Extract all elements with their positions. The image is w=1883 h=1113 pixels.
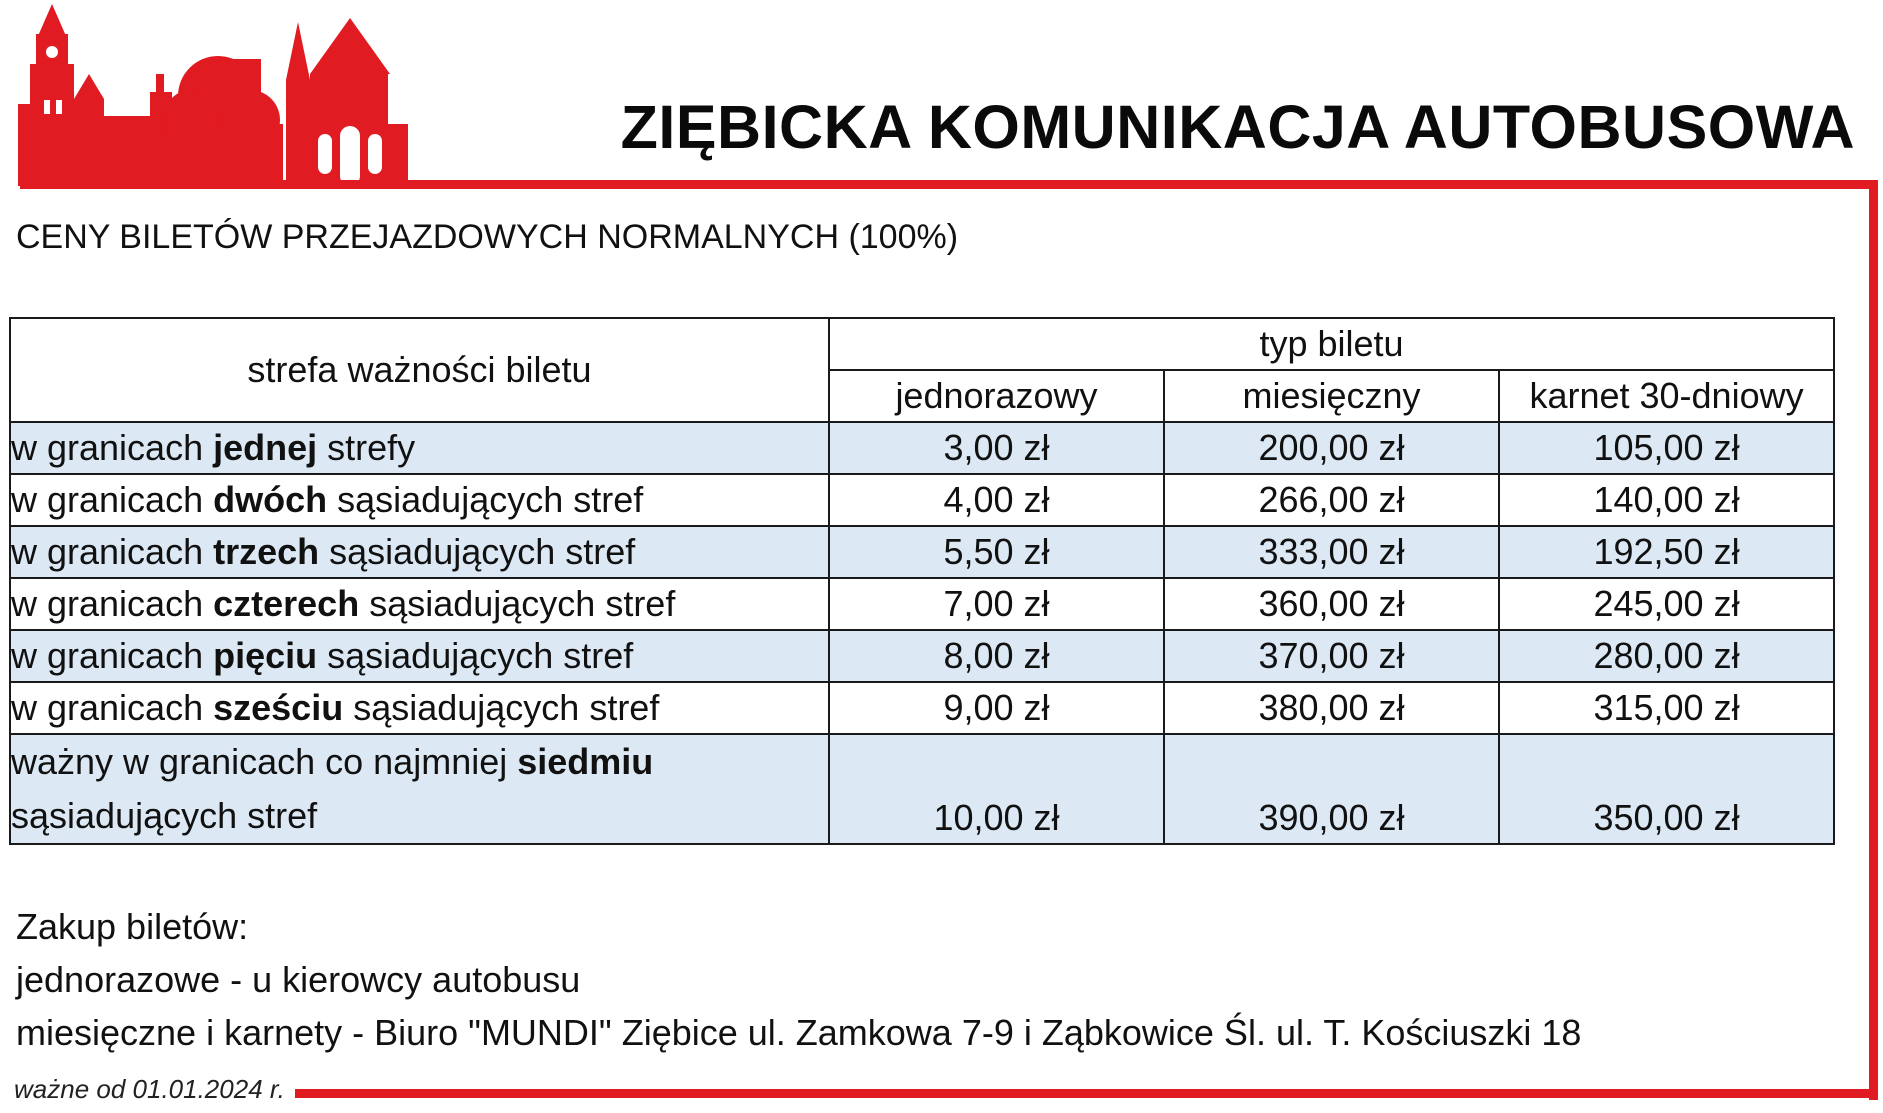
zone-cell	[10, 734, 829, 844]
zone-prefix: ważny w granicach co najmniej	[11, 741, 518, 782]
price-monthly: 266,00 zł	[1164, 474, 1499, 526]
ticket-type-header: typ biletu	[829, 318, 1834, 370]
column-header-single: jednorazowy	[829, 370, 1164, 422]
zone-cell	[10, 526, 829, 578]
zone-cell	[10, 682, 829, 734]
purchase-info	[16, 900, 1581, 1059]
zone-count: czterech	[213, 583, 360, 624]
city-skyline-logo	[18, 4, 408, 186]
table-row	[10, 734, 1834, 844]
zone-prefix: w granicach	[11, 583, 214, 624]
price-30day-pass: 140,00 zł	[1499, 474, 1834, 526]
red-frame-top	[20, 180, 1878, 189]
red-frame-bottom	[295, 1089, 1878, 1098]
column-header-monthly: miesięczny	[1164, 370, 1499, 422]
zone-suffix: strefy	[317, 427, 416, 468]
price-monthly: 200,00 zł	[1164, 422, 1499, 474]
table-caption: CENY BILETÓW PRZEJAZDOWYCH NORMALNYCH (100%)	[16, 218, 959, 256]
price-single: 10,00 zł	[829, 734, 1164, 844]
zone-count: sześciu	[213, 687, 344, 728]
price-30day-pass: 192,50 zł	[1499, 526, 1834, 578]
zone-suffix: sąsiadujących stref	[319, 531, 636, 572]
table-row	[10, 578, 1834, 630]
price-single: 9,00 zł	[829, 682, 1164, 734]
page-title: ZIĘBICKA KOMUNIKACJA AUTOBUSOWA	[620, 93, 1855, 161]
zone-suffix: sąsiadujących stref	[343, 687, 660, 728]
zone-count: jednej	[213, 427, 318, 468]
purchase-single-tickets: jednorazowe - u kierowcy autobusu	[16, 959, 581, 1000]
zone-prefix: w granicach	[11, 687, 214, 728]
price-single: 7,00 zł	[829, 578, 1164, 630]
price-30day-pass: 350,00 zł	[1499, 734, 1834, 844]
red-frame-right	[1869, 180, 1878, 1100]
zone-column-header: strefa ważności biletu	[10, 318, 829, 422]
table-row	[10, 422, 1834, 474]
price-30day-pass: 280,00 zł	[1499, 630, 1834, 682]
price-monthly: 360,00 zł	[1164, 578, 1499, 630]
zone-count: siedmiu	[517, 741, 654, 782]
zone-suffix: sąsiadujących stref	[359, 583, 676, 624]
zone-count: trzech	[213, 531, 320, 572]
zone-prefix: w granicach	[11, 479, 214, 520]
ticket-price-table	[9, 317, 1835, 845]
price-single: 8,00 zł	[829, 630, 1164, 682]
zone-count: dwóch	[213, 479, 328, 520]
table-row	[10, 630, 1834, 682]
table-row	[10, 526, 1834, 578]
zone-suffix: sąsiadujących stref	[317, 635, 634, 676]
price-30day-pass: 315,00 zł	[1499, 682, 1834, 734]
zone-count: pięciu	[213, 635, 318, 676]
price-monthly: 370,00 zł	[1164, 630, 1499, 682]
table-row	[10, 474, 1834, 526]
zone-suffix: sąsiadujących stref	[11, 795, 318, 836]
purchase-monthly-tickets: miesięczne i karnety - Biuro "MUNDI" Ziębice ul. Zamkowa 7-9 i Ząbkowice Śl. ul. T. Kościuszki 18	[16, 1012, 1582, 1053]
column-header-30day-pass: karnet 30-dniowy	[1499, 370, 1834, 422]
zone-suffix: sąsiadujących stref	[327, 479, 644, 520]
price-monthly: 333,00 zł	[1164, 526, 1499, 578]
zone-prefix: w granicach	[11, 635, 214, 676]
zone-prefix: w granicach	[11, 427, 214, 468]
price-30day-pass: 245,00 zł	[1499, 578, 1834, 630]
table-row	[10, 682, 1834, 734]
zone-prefix: w granicach	[11, 531, 214, 572]
price-30day-pass: 105,00 zł	[1499, 422, 1834, 474]
zone-cell	[10, 474, 829, 526]
price-monthly: 380,00 zł	[1164, 682, 1499, 734]
zone-cell	[10, 422, 829, 474]
price-monthly: 390,00 zł	[1164, 734, 1499, 844]
price-single: 4,00 zł	[829, 474, 1164, 526]
zone-cell	[10, 630, 829, 682]
valid-from-note: ważne od 01.01.2024 r.	[14, 1074, 285, 1104]
purchase-title: Zakup biletów:	[16, 906, 249, 947]
price-single: 5,50 zł	[829, 526, 1164, 578]
zone-cell	[10, 578, 829, 630]
price-single: 3,00 zł	[829, 422, 1164, 474]
